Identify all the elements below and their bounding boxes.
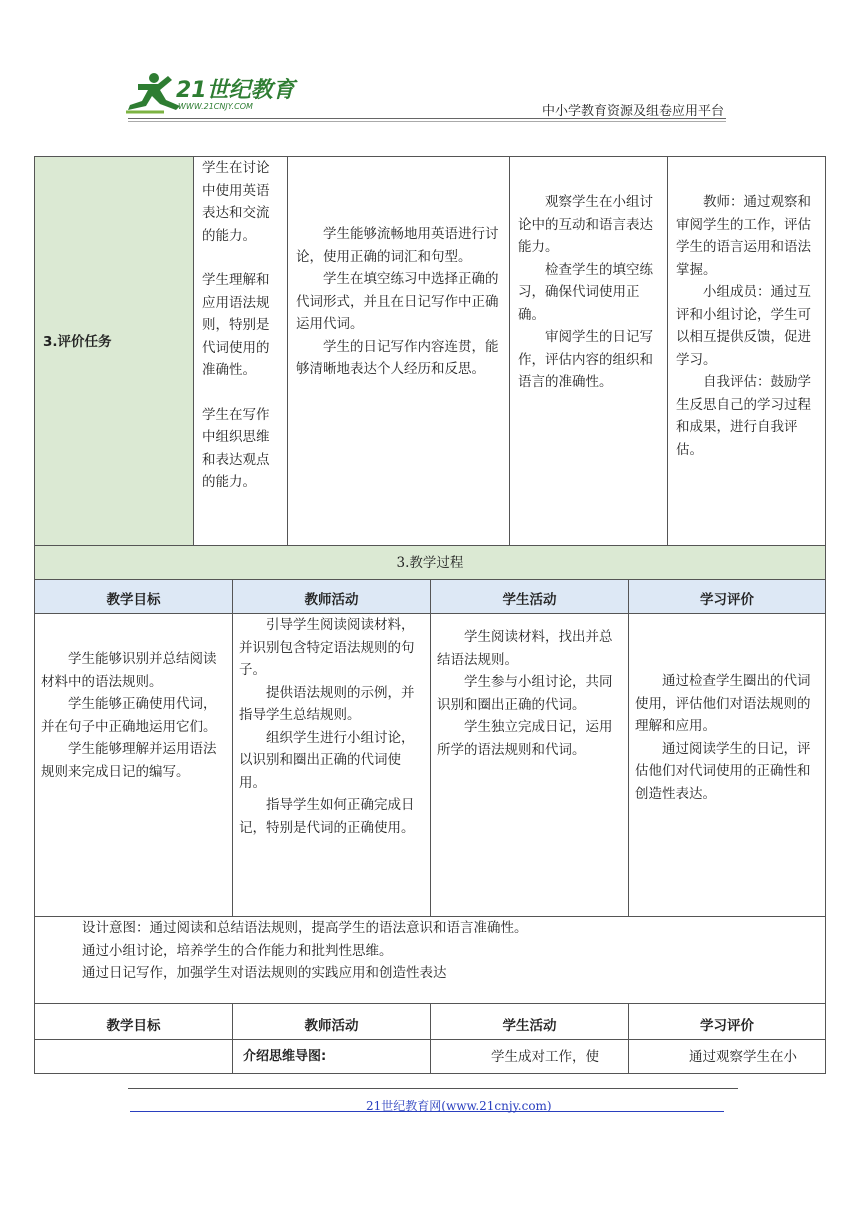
- next-header-cell-evaluation: [628, 1003, 826, 1040]
- design-intent-line: 通过日记写作，加强学生对语法规则的实践应用和创造性表达: [82, 965, 447, 981]
- next-student-text: 学生成对工作，使: [491, 1049, 599, 1065]
- header-divider: [128, 118, 726, 119]
- next-teacher-text: 介绍思维导图:: [243, 1049, 327, 1064]
- eval-col2-cell: [287, 156, 510, 546]
- eval-col1-item: 学生在写作中组织思维和表达观点的能力。: [202, 406, 270, 490]
- logo-url: WWW.21CNJY.COM: [178, 102, 253, 111]
- goal-item: 学生能够识别并总结阅读材料中的语法规则。: [41, 651, 217, 690]
- student-cell: [430, 613, 629, 917]
- eval-col1-item: 学生理解和应用语法规则，特别是代词使用的准确性。: [202, 272, 270, 378]
- eval-col4-cell: [667, 156, 826, 546]
- next-student-cell: [430, 1039, 629, 1074]
- student-text: [437, 626, 623, 761]
- next-header-cell-student: [430, 1003, 629, 1040]
- next-header-evaluation: 学习评价: [700, 1018, 754, 1034]
- next-header-student: 学生活动: [502, 1018, 557, 1034]
- teacher-item: 提供语法规则的示例，并指导学生总结规则。: [239, 684, 415, 723]
- logo-text: 21世纪教育: [176, 78, 295, 103]
- teacher-text: [239, 614, 425, 839]
- process-title-cell: [34, 545, 826, 580]
- goals-cell: [34, 613, 233, 917]
- design-intent-line: 通过小组讨论，培养学生的合作能力和批判性思维。: [82, 942, 393, 959]
- platform-name: 中小学教育资源及组卷应用平台: [542, 104, 725, 119]
- eval-col2-item: 学生能够流畅地用英语进行讨论，使用正确的词汇和句型。: [296, 226, 499, 265]
- next-header-cell-teacher: [232, 1003, 431, 1040]
- header-evaluation: 学习评价: [700, 592, 754, 608]
- eval-col2-item: 学生的日记写作内容连贯，能够清晰地表达个人经历和反思。: [296, 338, 499, 377]
- eval-col1-text: [202, 157, 282, 494]
- design-intent-line: 设计意图：通过阅读和总结语法规则，提高学生的语法意识和语言准确性。: [82, 920, 528, 936]
- process-title: 3.教学过程: [396, 555, 464, 571]
- teacher-item: 组织学生进行小组讨论，以识别和圈出正确的代词使用。: [239, 729, 415, 791]
- header-teacher: 教师活动: [304, 592, 359, 608]
- design-intent-cell: [34, 916, 826, 1004]
- goal-item: 学生能够理解并运用语法规则来完成日记的编写。: [41, 741, 217, 780]
- header-cell-evaluation: [628, 579, 826, 614]
- eval-col4-text: [676, 191, 818, 461]
- next-goal-cell: [34, 1039, 233, 1074]
- eval-title: 3.评价任务: [43, 334, 112, 350]
- teacher-item: 指导学生如何正确完成日记，特别是代词的正确使用。: [239, 797, 415, 836]
- goal-item: 学生能够正确使用代词，并在句子中正确地运用它们。: [41, 696, 217, 735]
- page-header: [0, 0, 860, 140]
- header-cell-student: [430, 579, 629, 614]
- header-divider-thin: [128, 121, 726, 122]
- header-goal: 教学目标: [106, 592, 161, 608]
- evaluation-text: [635, 670, 821, 805]
- next-evaluation-cell: [628, 1039, 826, 1074]
- eval-col3-item: 检查学生的填空练习，确保代词使用正确。: [518, 261, 653, 323]
- evaluation-cell: [628, 613, 826, 917]
- eval-col4-item: 小组成员：通过互评和小组讨论，学生可以相互提供反馈，促进学习。: [676, 284, 811, 368]
- eval-col3-text: [518, 191, 660, 394]
- footer-link-underline: [130, 1111, 724, 1112]
- header-student: 学生活动: [502, 592, 557, 608]
- footer-divider: [128, 1088, 738, 1089]
- eval-col3-cell: [509, 156, 668, 546]
- next-header-goal: 教学目标: [106, 1018, 161, 1034]
- teacher-item: 引导学生阅读阅读材料，并识别包含特定语法规则的句子。: [239, 617, 415, 678]
- student-item: 学生阅读材料，找出并总结语法规则。: [437, 629, 613, 668]
- eval-col2-text: [296, 223, 502, 381]
- evaluation-item: 通过阅读学生的日记，评估他们对代词使用的正确性和创造性表达。: [635, 740, 811, 802]
- student-item: 学生独立完成日记，运用所学的语法规则和代词。: [437, 719, 613, 758]
- next-evaluation-text: 通过观察学生在小: [689, 1049, 797, 1065]
- next-header-cell-goal: [34, 1003, 233, 1040]
- header-cell-goal: [34, 579, 233, 614]
- teacher-cell: [232, 613, 431, 917]
- goals-text: [41, 648, 227, 783]
- design-intent-text: [55, 917, 815, 985]
- eval-title-cell: [34, 156, 194, 546]
- header-cell-teacher: [232, 579, 431, 614]
- eval-col4-item: 自我评估：鼓励学生反思自己的学习过程和成果，进行自我评估。: [676, 374, 811, 458]
- eval-col3-item: 观察学生在小组讨论中的互动和语言表达能力。: [518, 194, 653, 255]
- evaluation-item: 通过检查学生圈出的代词使用，评估他们对语法规则的理解和应用。: [635, 673, 811, 734]
- student-item: 学生参与小组讨论，共同识别和圈出正确的代词。: [437, 674, 613, 713]
- next-teacher-cell: [232, 1039, 431, 1074]
- eval-col2-item: 学生在填空练习中选择正确的代词形式，并且在日记写作中正确运用代词。: [296, 271, 499, 332]
- next-header-teacher: 教师活动: [304, 1018, 359, 1034]
- eval-col1-item: 学生在讨论中使用英语表达和交流的能力。: [202, 160, 270, 244]
- eval-col1-cell: [193, 156, 288, 546]
- footer-link[interactable]: 21世纪教育网(www.21cnjy.com): [366, 1099, 552, 1113]
- eval-col4-item: 教师：通过观察和审阅学生的工作，评估学生的语言运用和语法掌握。: [676, 194, 811, 278]
- eval-col3-item: 审阅学生的日记写作，评估内容的组织和语言的准确性。: [518, 329, 653, 390]
